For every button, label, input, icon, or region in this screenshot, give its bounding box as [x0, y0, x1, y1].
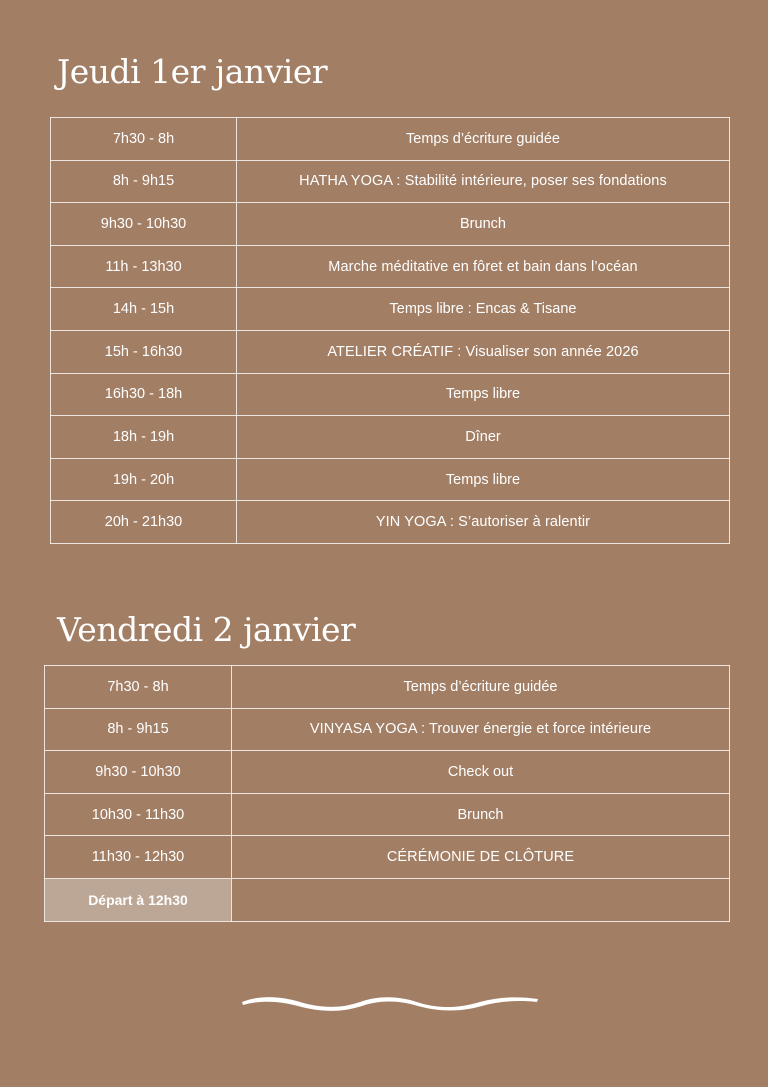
table-row [45, 878, 730, 921]
time-cell: 7h30 - 8h [45, 666, 232, 709]
activity-cell: Temps libre [237, 458, 730, 501]
activity-cell: Brunch [237, 203, 730, 246]
empty-cell [232, 878, 730, 921]
table-row [45, 751, 730, 794]
day1-schedule-table [50, 117, 730, 544]
activity-cell: Dîner [237, 416, 730, 459]
time-cell: 15h - 16h30 [51, 330, 237, 373]
time-cell: 8h - 9h15 [45, 708, 232, 751]
day2-schedule-table [44, 665, 730, 922]
departure-cell: Départ à 12h30 [45, 878, 232, 921]
table-row [45, 666, 730, 709]
activity-cell: Marche méditative en fôret et bain dans l’océan [237, 245, 730, 288]
table-row [51, 245, 730, 288]
activity-cell: Temps libre [237, 373, 730, 416]
time-cell: 20h - 21h30 [51, 501, 237, 544]
activity-cell: YIN YOGA : S’autoriser à ralentir [237, 501, 730, 544]
activity-cell: Temps d’écriture guidée [237, 118, 730, 161]
day2-title: Vendredi 2 janvier [57, 610, 356, 649]
table-row [51, 160, 730, 203]
wave-brush-stroke-icon [240, 990, 540, 1016]
time-cell: 16h30 - 18h [51, 373, 237, 416]
activity-cell: HATHA YOGA : Stabilité intérieure, poser ses fondations [237, 160, 730, 203]
table-row [51, 458, 730, 501]
time-cell: 9h30 - 10h30 [51, 203, 237, 246]
activity-cell: Brunch [232, 793, 730, 836]
time-cell: 11h30 - 12h30 [45, 836, 232, 879]
activity-cell: VINYASA YOGA : Trouver énergie et force intérieure [232, 708, 730, 751]
table-row [45, 793, 730, 836]
activity-cell: Check out [232, 751, 730, 794]
table-row [51, 203, 730, 246]
time-cell: 14h - 15h [51, 288, 237, 331]
table-row [51, 330, 730, 373]
activity-cell: Temps d’écriture guidée [232, 666, 730, 709]
time-cell: 11h - 13h30 [51, 245, 237, 288]
day1-title: Jeudi 1er janvier [57, 52, 328, 91]
activity-cell: ATELIER CRÉATIF : Visualiser son année 2026 [237, 330, 730, 373]
table-row [51, 118, 730, 161]
time-cell: 7h30 - 8h [51, 118, 237, 161]
activity-cell: Temps libre : Encas & Tisane [237, 288, 730, 331]
time-cell: 9h30 - 10h30 [45, 751, 232, 794]
time-cell: 19h - 20h [51, 458, 237, 501]
activity-cell: CÉRÉMONIE DE CLÔTURE [232, 836, 730, 879]
table-row [51, 501, 730, 544]
time-cell: 18h - 19h [51, 416, 237, 459]
table-row [51, 373, 730, 416]
time-cell: 10h30 - 11h30 [45, 793, 232, 836]
table-row [45, 708, 730, 751]
table-row [51, 288, 730, 331]
time-cell: 8h - 9h15 [51, 160, 237, 203]
table-row [45, 836, 730, 879]
table-row [51, 416, 730, 459]
